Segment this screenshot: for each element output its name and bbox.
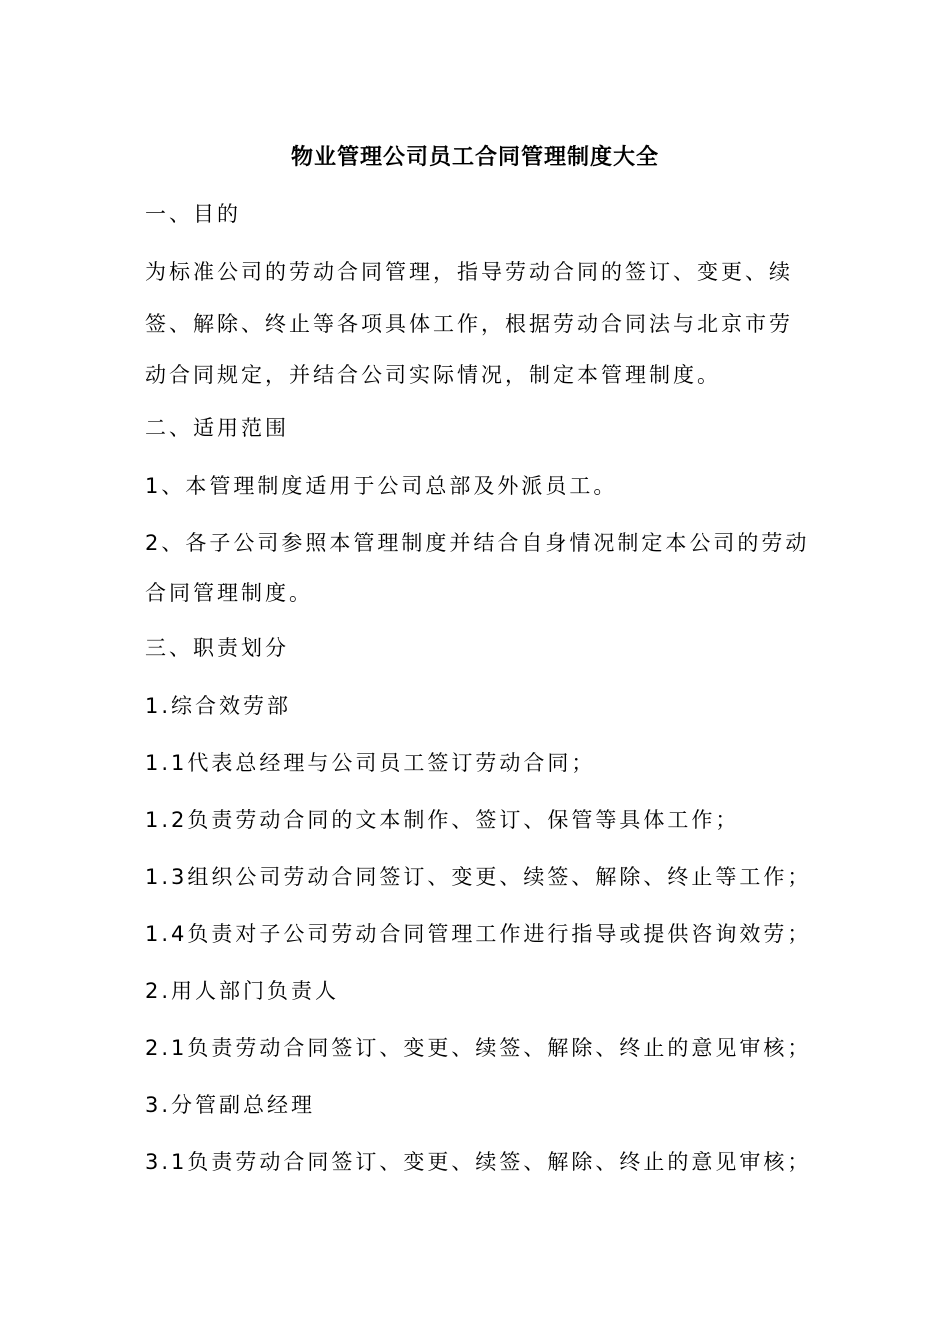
subsection-heading: 2.用人部门负责人 bbox=[145, 979, 340, 1003]
paragraph-line: 为标准公司的劳动合同管理，指导劳动合同的签订、变更、续 bbox=[145, 260, 793, 284]
document-title: 物业管理公司员工合同管理制度大全 bbox=[290, 145, 659, 170]
list-item: 3.1负责劳动合同签订、变更、续签、解除、终止的意见审核； bbox=[145, 1150, 812, 1174]
section-heading-purpose: 一、目的 bbox=[145, 202, 241, 226]
subsection-heading: 1.综合效劳部 bbox=[145, 694, 292, 718]
section-heading-responsibilities: 三、职责划分 bbox=[145, 636, 289, 660]
list-item: 1.4负责对子公司劳动合同管理工作进行指导或提供咨询效劳； bbox=[145, 922, 812, 946]
list-item: 1.3组织公司劳动合同签订、变更、续签、解除、终止等工作； bbox=[145, 865, 812, 889]
paragraph-line: 1、本管理制度适用于公司总部及外派员工。 bbox=[145, 474, 618, 498]
paragraph-line: 签、解除、终止等各项具体工作，根据劳动合同法与北京市劳 bbox=[145, 312, 793, 336]
subsection-heading: 3.分管副总经理 bbox=[145, 1093, 316, 1117]
paragraph-line: 2、各子公司参照本管理制度并结合自身情况制定本公司的劳动 bbox=[145, 531, 810, 555]
paragraph-line: 动合同规定，并结合公司实际情况，制定本管理制度。 bbox=[145, 363, 721, 387]
paragraph-line: 合同管理制度。 bbox=[145, 581, 313, 605]
list-item: 1.2负责劳动合同的文本制作、签订、保管等具体工作； bbox=[145, 808, 740, 832]
list-item: 2.1负责劳动合同签订、变更、续签、解除、终止的意见审核； bbox=[145, 1036, 812, 1060]
list-item: 1.1代表总经理与公司员工签订劳动合同； bbox=[145, 751, 596, 775]
section-heading-scope: 二、适用范围 bbox=[145, 416, 289, 440]
